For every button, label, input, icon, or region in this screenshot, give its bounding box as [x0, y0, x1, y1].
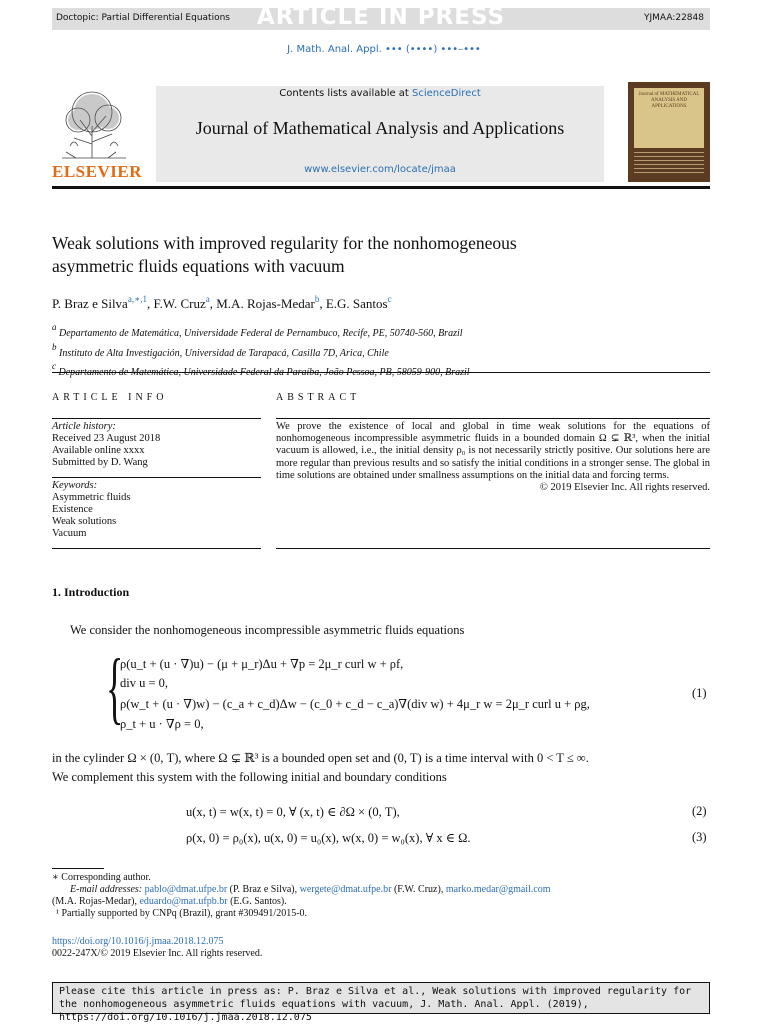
email-owner: (M.A. Rojas-Medar), [52, 896, 137, 907]
citation-box [52, 982, 710, 1023]
equation-system-1 [106, 644, 666, 736]
cover-title: Journal of MATHEMATICAL ANALYSIS AND APPLICATIONS [634, 88, 704, 148]
author-3: M.A. Rojas-Medar [216, 296, 315, 311]
abstract-heading: ABSTRACT [276, 392, 361, 403]
body-line: We complement this system with the following initial and boundary conditions [52, 770, 447, 784]
copyright: © 2019 Elsevier Inc. All rights reserved. [539, 482, 710, 494]
paper-title-line-2: asymmetric fluids equations with vacuum [52, 256, 345, 276]
affiliation-text: Departamento de Matemática, Universidade Federal de Pernambuco, Recife, PE, 50740-560, Brazil [59, 328, 463, 339]
keyword: Vacuum [52, 528, 87, 539]
equation-number: (2) [692, 804, 707, 818]
equation-3: ρ(x, 0) = ρ₀(x), u(x, 0) = u₀(x), w(x, 0) = w₀(x), ∀ x ∈ Ω. [186, 831, 471, 845]
paper-title-line-1: Weak solutions with improved regularity for the nonhomogeneous [52, 233, 517, 253]
journal-url-link[interactable]: www.elsevier.com/locate/jmaa [304, 164, 456, 175]
submitted-by: Submitted by D. Wang [52, 457, 148, 468]
doctopic-label: Doctopic: Partial Differential Equations [56, 13, 230, 23]
info-top-rule [52, 372, 710, 373]
contents-line [156, 88, 604, 99]
abstract-text: We prove the existence of local and global in time weak solutions for the equations of nonhomogeneous incompressible asymmetric fluids in a bounded domain Ω ⊊ ℝ³, when the initial vacuum is allowed, i.e., the initial density ρ₀ is not necessarily strictly positive. Our solutions here are more regular than previous results and so satisfy the initial conditions in a stronger sense. The global in time solutions are obtained under smallness assumptions on the initial data and forcing terms. [276, 421, 710, 481]
received-date: Received 23 August 2018 [52, 433, 161, 444]
email-link[interactable]: eduardo@mat.ufpb.br [139, 896, 228, 907]
author-4: E.G. Santos [325, 296, 388, 311]
keywords [52, 480, 130, 540]
article-info-rule [52, 418, 261, 419]
email-owner: (P. Braz e Silva), [229, 884, 298, 895]
author-2: F.W. Cruz [153, 296, 206, 311]
article-info-bottom-rule [52, 548, 261, 549]
author-4-marks[interactable]: c [387, 294, 392, 304]
affiliations [52, 321, 470, 380]
email-link[interactable]: marko.medar@gmail.com [445, 884, 551, 895]
journal-title-box [156, 86, 604, 182]
citation-text: Please cite this article in press as: P. Braz e Silva et al., Weak solutions with improved regularity for the nonhomogeneous asymmetric fluids equations with vacuum, J. Math. Anal. Appl. (2019), https://doi.org/10.1016/j.jmaa.2018.12.075 [59, 986, 692, 1023]
author-1: P. Braz e Silva [52, 296, 128, 311]
article-in-press-bar [52, 4, 710, 30]
affiliation-b [52, 341, 470, 361]
doi-link[interactable]: https://doi.org/10.1016/j.jmaa.2018.12.075 [52, 936, 224, 947]
email-line-2 [52, 896, 712, 908]
article-info-divider [52, 477, 261, 478]
email-line [52, 884, 712, 896]
journal-citation-line[interactable]: J. Math. Anal. Appl. ••• (••••) •••–••• [287, 44, 481, 55]
article-in-press-banner: ARTICLE IN PRESS [256, 4, 506, 30]
journal-cover-image [628, 82, 710, 182]
equation-line: ρ_t + u · ∇ρ = 0, [120, 717, 204, 731]
left-brace: { [106, 644, 124, 732]
affiliation-c [52, 360, 470, 380]
abstract-bottom-rule [276, 548, 710, 549]
intro-sentence: We consider the nonhomogeneous incompressible asymmetric fluids equations [70, 623, 465, 637]
article-id: YJMAA:22848 [644, 13, 704, 23]
affiliation-mark: b [52, 341, 57, 352]
footnotes [52, 872, 712, 920]
article-info-heading: ARTICLE INFO [52, 392, 168, 403]
equation-number: (3) [692, 830, 707, 844]
elsevier-wordmark: ELSEVIER [52, 162, 142, 181]
sciencedirect-link[interactable]: ScienceDirect [412, 88, 481, 99]
cover-lines [634, 152, 704, 176]
issn-line: 0022-247X/© 2019 Elsevier Inc. All rights reserved. [52, 948, 263, 959]
author-1-marks[interactable]: a,∗,1 [127, 294, 147, 304]
header-rule [52, 186, 710, 189]
keywords-label: Keywords: [52, 480, 98, 491]
abstract-rule [276, 418, 710, 419]
email-owner: (F.W. Cruz), [393, 884, 444, 895]
equation-line: div u = 0, [120, 676, 169, 690]
online-date: Available online xxxx [52, 445, 145, 456]
equation-line: ρ(u_t + (u · ∇)u) − (μ + μ_r)Δu + ∇p = 2μ_r curl w + ρf, [120, 657, 404, 671]
affiliation-text: Instituto de Alta Investigación, Universidad de Tarapacá, Casilla 7D, Arica, Chile [59, 347, 389, 359]
author-3-marks[interactable]: b [314, 294, 320, 304]
email-link[interactable]: wergete@dmat.ufpe.br [299, 884, 392, 895]
footnote-rule [52, 868, 104, 869]
email-owner: (E.G. Santos). [230, 896, 287, 907]
abstract-body [276, 421, 710, 494]
paper-title [52, 232, 672, 278]
contents-prefix: Contents lists available at [279, 88, 413, 99]
email-link[interactable]: pablo@dmat.ufpe.br [144, 884, 228, 895]
equation-line: ρ(w_t + (u · ∇)w) − (c_a + c_d)Δw − (c_0 + c_d − c_a)∇(div w) + 4μ_r w = 2μ_r curl u + ρg, [120, 697, 590, 711]
author-2-marks[interactable]: a [205, 294, 210, 304]
affiliation-mark: c [52, 361, 56, 371]
journal-header [52, 86, 710, 186]
equation-2: u(x, t) = w(x, t) = 0, ∀ (x, t) ∈ ∂Ω × (0, T), [186, 805, 400, 819]
section-heading: 1. Introduction [52, 585, 130, 599]
body-line: in the cylinder Ω × (0, T), where Ω ⊊ ℝ³ is a bounded open set and (0, T) is a time interval with 0 < T ≤ ∞. [52, 751, 589, 765]
keyword: Weak solutions [52, 516, 117, 527]
body-paragraph [52, 749, 712, 787]
journal-title: Journal of Mathematical Analysis and Applications [195, 118, 565, 138]
corresponding-author-note: ∗ Corresponding author. [52, 872, 151, 883]
affiliation-a [52, 321, 470, 341]
author-list: P. Braz e Silva$^{a,∗,1}$, F.W. Cruz$^a$, M.A. Rojas-Medar$^b$, E.G. Santos$^c$ [52, 294, 392, 311]
funding-note: ¹ Partially supported by CNPq (Brazil), grant #309491/2015-0. [56, 908, 308, 919]
email-label: E-mail addresses: [70, 884, 143, 895]
keyword: Existence [52, 504, 93, 515]
doi-block [52, 936, 262, 960]
history-label: Article history: [52, 421, 116, 432]
article-history [52, 421, 160, 469]
affiliation-mark: a [52, 322, 57, 332]
equation-number: (1) [692, 686, 707, 700]
keyword: Asymmetric fluids [52, 492, 131, 503]
